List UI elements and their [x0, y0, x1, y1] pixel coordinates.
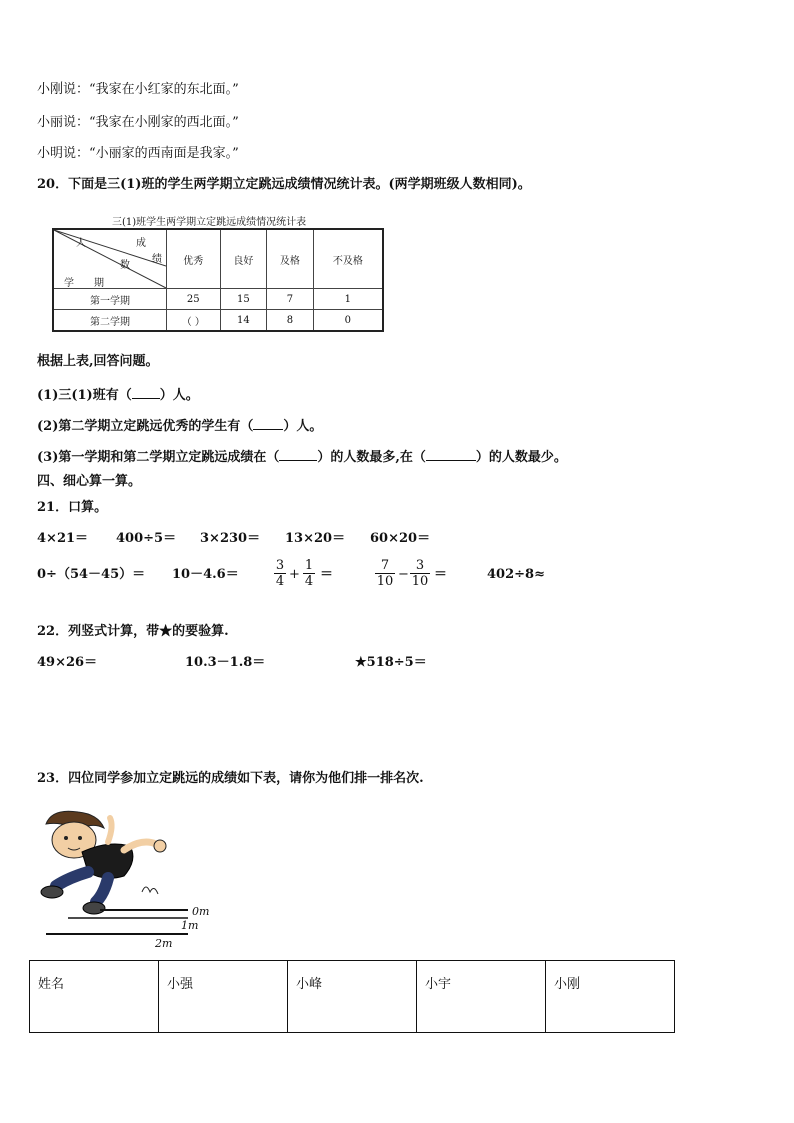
- answer-blank[interactable]: [253, 417, 283, 430]
- table-row: [30, 961, 675, 1033]
- operator: −: [398, 567, 409, 582]
- q20-title: 20．下面是三(1)班的学生两学期立定跳远成绩情况统计表。(两学期班级人数相同)。: [37, 177, 531, 192]
- col-header: 良好: [220, 229, 267, 289]
- fraction: [410, 558, 430, 589]
- sub3-mid: ）的人数最多,在（: [317, 450, 426, 465]
- table-cell: 姓名: [30, 961, 159, 1033]
- sub2-post: ）人。: [283, 419, 323, 434]
- q22-title: 22．列竖式计算，带★的要验算.: [37, 624, 229, 639]
- row-label: 第一学期: [53, 289, 167, 310]
- diag-label-result: 成: [136, 238, 146, 249]
- q20-prompt: 根据上表,回答问题。: [37, 354, 159, 369]
- sub3-post: ）的人数最少。: [475, 450, 567, 465]
- q20-sub3: [37, 448, 567, 466]
- sub1-pre: (1)三(1)班有（: [37, 388, 132, 403]
- col-header: 优秀: [167, 229, 221, 289]
- q20-sub2: [37, 417, 322, 435]
- table-cell: 8: [267, 310, 314, 332]
- table-cell: 0: [313, 310, 383, 332]
- denominator: 10: [411, 574, 429, 589]
- q20-sub1: [37, 386, 199, 404]
- calc-item: 10－4.6＝: [172, 567, 239, 582]
- denominator: 10: [376, 574, 394, 589]
- diag-label-people: 人: [76, 238, 86, 249]
- vertical-calc-item: 10.3－1.8＝: [185, 655, 266, 670]
- table-cell: 15: [220, 289, 267, 310]
- statement-1: 小刚说：“我家在小红家的东北面。”: [37, 82, 239, 97]
- denominator: 4: [275, 574, 285, 589]
- denominator: 4: [304, 574, 314, 589]
- answer-blank[interactable]: [132, 386, 160, 399]
- table-cell: 7: [267, 289, 314, 310]
- section-heading: 四、细心算一算。: [37, 474, 142, 489]
- vertical-calc-item: 49×26＝: [37, 655, 98, 670]
- statement-2: 小丽说：“我家在小刚家的西北面。”: [37, 115, 239, 130]
- calc-item: 60×20＝: [370, 531, 431, 546]
- table-cell: 小宇: [417, 961, 546, 1033]
- answer-blank[interactable]: [426, 448, 476, 461]
- table-cell: 小峰: [288, 961, 417, 1033]
- numerator: 3: [275, 558, 285, 573]
- calc-item: 400÷5＝: [116, 531, 177, 546]
- stat-table-caption: 三(1)班学生两学期立定跳远成绩情况统计表: [112, 217, 307, 228]
- table-cell: 小强: [159, 961, 288, 1033]
- row-label: 第二学期: [53, 310, 167, 332]
- numerator: 1: [304, 558, 314, 573]
- table-cell: 25: [167, 289, 221, 310]
- calc-item: 402÷8≈: [487, 567, 545, 582]
- mark-label: 2m: [155, 937, 173, 950]
- sub1-post: ）人。: [159, 388, 199, 403]
- table-row: [53, 310, 383, 332]
- answer-blank[interactable]: [279, 448, 317, 461]
- diag-label-count: 数: [120, 260, 130, 271]
- mark-label: 0m: [192, 905, 210, 918]
- operator: +: [289, 567, 300, 582]
- calc-item: 0÷（54－45）＝: [37, 567, 146, 582]
- equals: ＝: [320, 567, 334, 582]
- vertical-calc-item: ★518÷5＝: [355, 655, 427, 670]
- q21-title: 21．口算。: [37, 500, 108, 515]
- calc-item: 13×20＝: [285, 531, 346, 546]
- table-cell: 1: [313, 289, 383, 310]
- diag-label-grade: 绩: [152, 254, 162, 265]
- table-cell-blank[interactable]: （ ）: [167, 310, 221, 332]
- table-cell: 14: [220, 310, 267, 332]
- fraction: [375, 558, 395, 589]
- diagonal-header-cell: [53, 229, 167, 289]
- numerator: 7: [375, 558, 395, 574]
- sub2-pre: (2)第二学期立定跳远优秀的学生有（: [37, 419, 254, 434]
- mark-label: 1m: [181, 919, 199, 932]
- diag-label-term: 期: [94, 278, 104, 289]
- table-row: [53, 289, 383, 310]
- statement-3: 小明说：“小丽家的西南面是我家。”: [37, 146, 239, 161]
- stat-table: [52, 228, 384, 332]
- numerator: 3: [410, 558, 430, 574]
- calc-item: 3×230＝: [200, 531, 261, 546]
- equals: ＝: [434, 567, 448, 582]
- ranking-table: [29, 960, 675, 1033]
- q23-title: 23．四位同学参加立定跳远的成绩如下表，请你为他们排一排名次.: [37, 771, 424, 786]
- col-header: 不及格: [313, 229, 383, 289]
- fraction: [303, 558, 315, 589]
- sub3-pre: (3)第一学期和第二学期立定跳远成绩在（: [37, 450, 280, 465]
- diag-label-semester: 学: [64, 278, 74, 289]
- col-header: 及格: [267, 229, 314, 289]
- fraction: [274, 558, 286, 589]
- calc-item: 4×21＝: [37, 531, 89, 546]
- table-cell: 小刚: [546, 961, 675, 1033]
